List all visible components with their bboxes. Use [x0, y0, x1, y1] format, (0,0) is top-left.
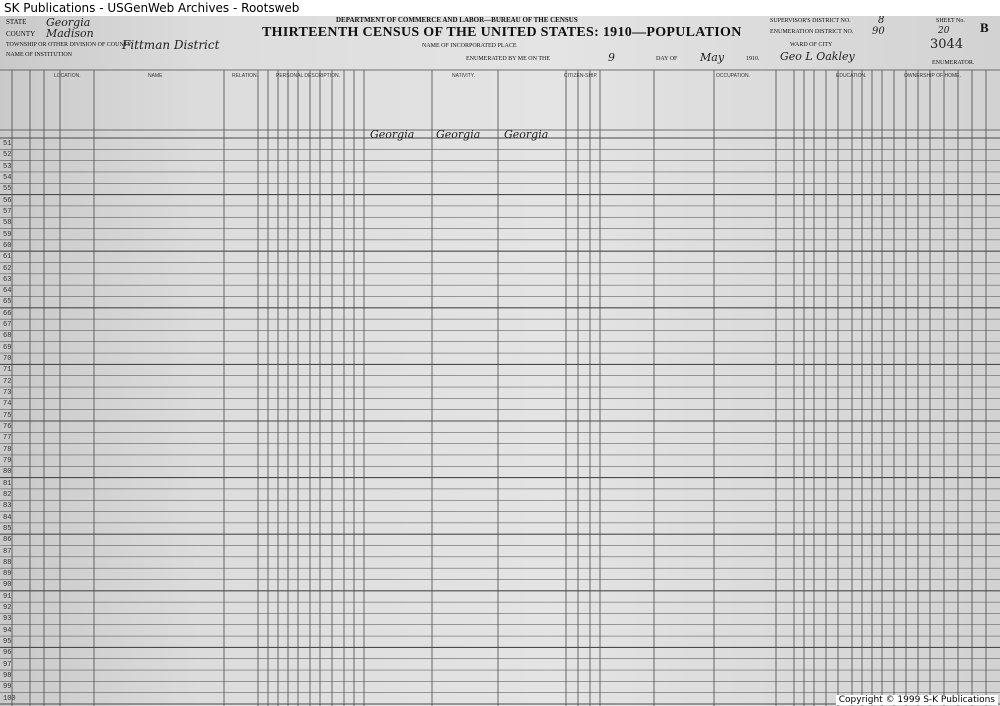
census-title: THIRTEENTH CENSUS OF THE UNITED STATES: 1910—POPULATION [262, 25, 742, 40]
line-number: 92 [3, 604, 12, 613]
line-number: 91 [3, 592, 12, 601]
line-number: 70 [3, 355, 12, 364]
line-number: 89 [3, 570, 12, 579]
sheet-label: SHEET No. [936, 18, 965, 24]
census-image-viewport[interactable] [0, 16, 1000, 706]
month-value: May [700, 51, 725, 64]
state-value: Georgia [46, 16, 91, 29]
line-number: 98 [3, 672, 12, 681]
line-number: 64 [3, 287, 12, 296]
col-occupation: OCCUPATION. [716, 73, 750, 79]
stamp-number: 3044 [930, 37, 964, 52]
county-label: COUNTY [6, 30, 36, 38]
nativity-person: Georgia [370, 128, 415, 141]
line-number: 74 [3, 400, 12, 409]
sheet-side: B [980, 20, 989, 35]
line-number: 99 [3, 683, 12, 692]
ward-label: WARD OF CITY [790, 42, 833, 48]
census-form-grid [0, 16, 1000, 706]
township-label: TOWNSHIP OR OTHER DIVISION OF COUNTY [6, 42, 132, 48]
supervisor-value: 8 [878, 16, 885, 26]
enumeration-district-label: ENUMERATION DISTRICT NO. [770, 29, 854, 35]
col-personal: PERSONAL DESCRIPTION. [276, 73, 340, 79]
nativity-mother: Georgia [504, 128, 549, 141]
line-number: 54 [3, 173, 12, 182]
day-of-label: DAY OF [656, 56, 678, 62]
incorporated-place-label: NAME OF INCORPORATED PLACE [422, 43, 517, 49]
line-number: 63 [3, 275, 12, 284]
line-number: 93 [3, 615, 12, 624]
township-value: Fittman District [122, 38, 220, 52]
enumerated-day: 9 [608, 51, 615, 64]
line-number: 82 [3, 490, 12, 499]
line-number: 76 [3, 423, 12, 431]
department-heading: DEPARTMENT OF COMMERCE AND LABOR—BUREAU OF THE CENSUS [336, 16, 578, 24]
line-number: 68 [3, 332, 12, 341]
state-label: STATE [6, 18, 27, 26]
line-number: 87 [3, 547, 12, 556]
line-number: 94 [3, 626, 12, 635]
nativity-father: Georgia [436, 128, 481, 141]
line-number: 59 [3, 230, 12, 239]
line-number: 61 [3, 253, 12, 262]
line-number: 95 [3, 638, 12, 647]
line-number: 53 [3, 162, 12, 171]
line-number: 57 [3, 207, 12, 216]
line-number: 67 [3, 321, 12, 330]
line-number: 52 [3, 151, 12, 160]
year-label: 1910. [746, 56, 760, 62]
line-number: 84 [3, 513, 12, 522]
line-number: 79 [3, 456, 12, 465]
col-nativity: NATIVITY. [452, 73, 475, 79]
col-ownership: OWNERSHIP OF HOME. [904, 73, 961, 79]
sheet-value: 20 [938, 26, 950, 36]
col-relation: RELATION. [232, 73, 259, 79]
line-number: 56 [3, 196, 12, 205]
enumerator-value: Geo L Oakley [780, 50, 855, 63]
line-number: 83 [3, 502, 12, 511]
col-name: NAME [148, 73, 163, 79]
enumerator-label: ENUMERATOR. [932, 60, 975, 66]
line-number: 86 [3, 536, 12, 545]
window-titlebar [0, 0, 1000, 17]
line-number: 71 [3, 366, 12, 375]
line-number: 72 [3, 377, 12, 386]
enumerated-label: ENUMERATED BY ME ON THE [466, 56, 550, 62]
enumeration-district-value: 90 [872, 26, 885, 37]
line-number: 88 [3, 558, 12, 567]
line-number: 66 [3, 309, 12, 318]
line-number: 62 [3, 264, 12, 273]
supervisor-label: SUPERVISOR'S DISTRICT NO. [770, 18, 851, 24]
line-number: 60 [3, 241, 12, 250]
line-number: 85 [3, 524, 12, 533]
line-number: 78 [3, 445, 12, 454]
line-number: 77 [3, 434, 12, 443]
line-number: 97 [3, 660, 12, 669]
line-number: 75 [3, 411, 12, 420]
institution-label: NAME OF INSTITUTION [6, 52, 72, 58]
col-education: EDUCATION. [836, 73, 867, 79]
line-number: 90 [3, 581, 12, 590]
line-number: 58 [3, 219, 12, 228]
line-number: 65 [3, 298, 12, 307]
line-number: 81 [3, 479, 12, 488]
col-location: LOCATION. [54, 73, 81, 79]
line-number: 55 [3, 185, 12, 194]
line-number: 73 [3, 389, 12, 398]
col-citizenship: CITIZEN-SHIP. [564, 73, 598, 79]
copyright-notice: Copyright © 1999 S-K Publications [836, 695, 998, 705]
line-number: 51 [3, 140, 12, 148]
county-value: Madison [46, 27, 94, 40]
line-number: 100 [3, 694, 16, 703]
line-number: 69 [3, 343, 12, 352]
window-title: SK Publications - USGenWeb Archives - Rootsweb [4, 1, 300, 15]
line-number: 96 [3, 649, 12, 658]
line-number: 80 [3, 468, 12, 477]
